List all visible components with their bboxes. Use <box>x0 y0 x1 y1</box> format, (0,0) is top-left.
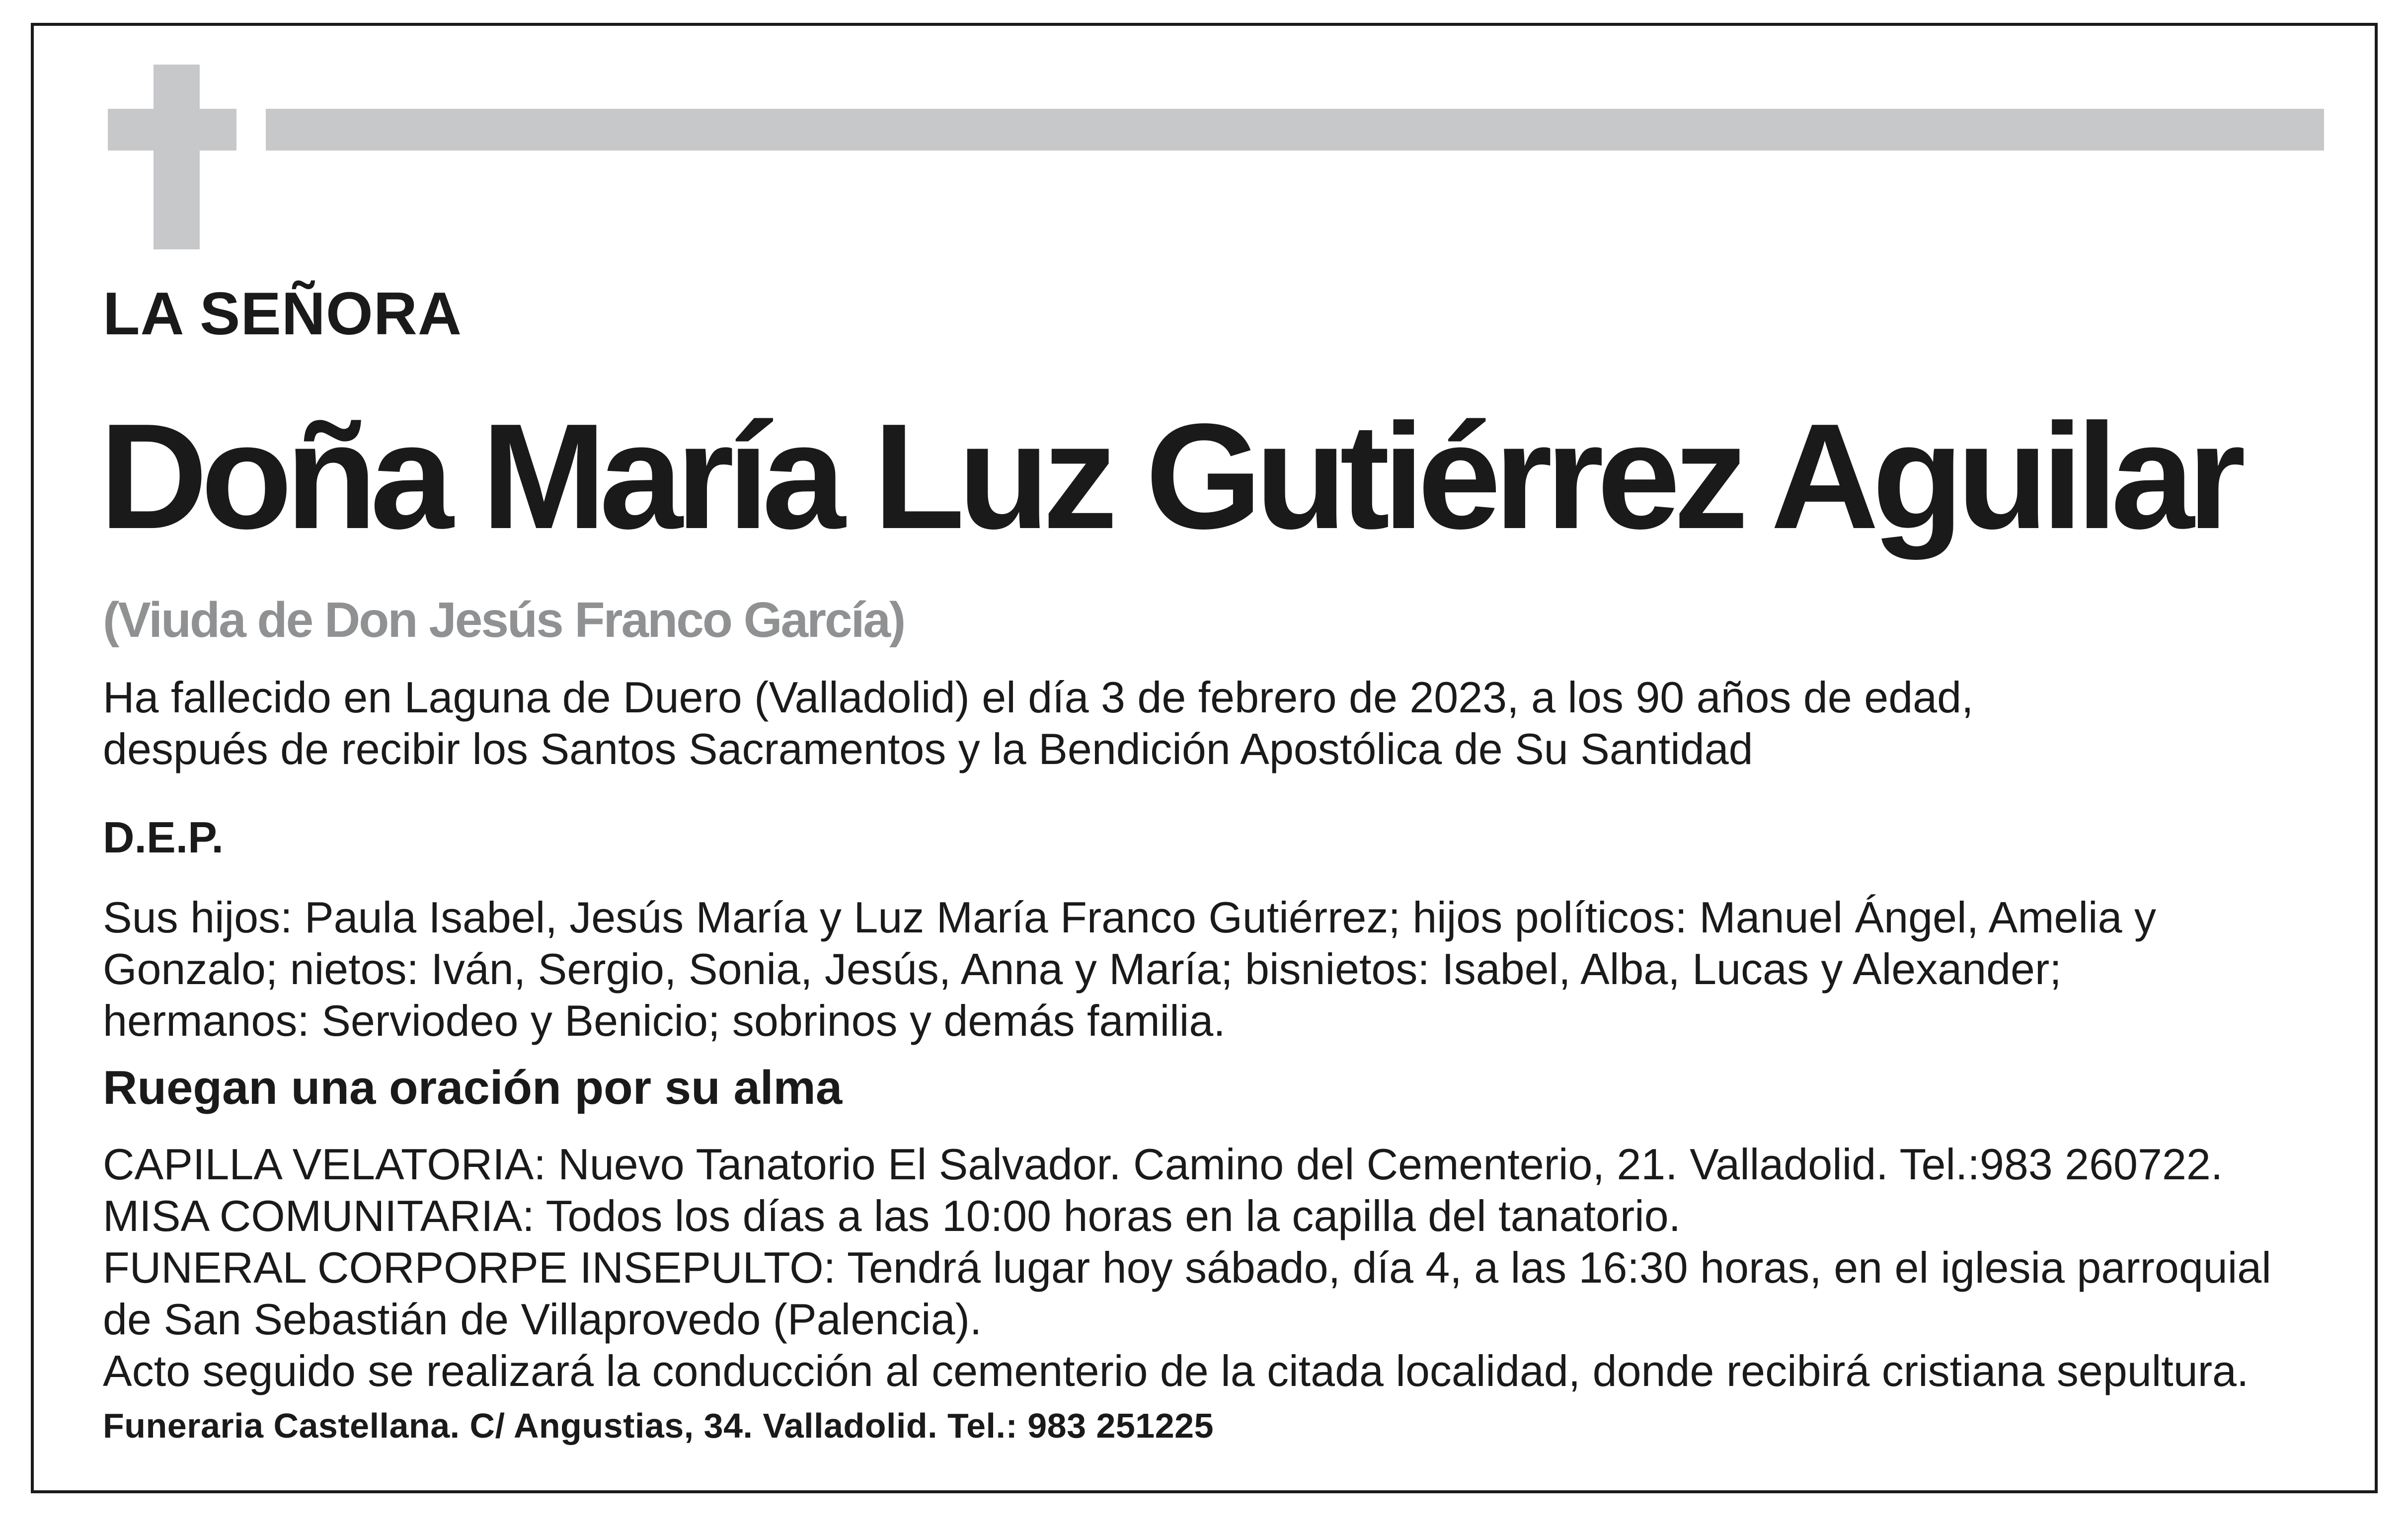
family-line: Gonzalo; nietos: Iván, Sergio, Sonia, Jesús, Anna y María; bisnietos: Isabel, Alba, Lucas y Alexander; <box>103 944 2062 994</box>
deceased-name: Doña María Luz Gutiérrez Aguilar <box>99 392 2239 560</box>
service-line: FUNERAL CORPORPE INSEPULTO: Tendrá lugar hoy sábado, día 4, a las 16:30 horas, en el iglesia parroquial <box>103 1243 2271 1292</box>
family-line: hermanos: Serviodeo y Benicio; sobrinos y demás familia. <box>103 996 1226 1045</box>
dep-label: D.E.P. <box>103 813 224 862</box>
service-line: Acto seguido se realizará la conducción al cementerio de la citada localidad, donde recibirá cristiana sepultura. <box>103 1346 2249 1395</box>
service-line: CAPILLA VELATORIA: Nuevo Tanatorio El Salvador. Camino del Cementerio, 21. Valladolid. Tel.:983 260722. <box>103 1140 2223 1189</box>
announcement-line: Ha fallecido en Laguna de Duero (Valladolid) el día 3 de febrero de 2023, a los 90 años de edad, <box>103 673 1974 722</box>
cross-icon-horizontal-bar <box>108 109 236 151</box>
title-label: LA SEÑORA <box>103 280 462 347</box>
header-divider-bar <box>266 109 2324 151</box>
widow-note: (Viuda de Don Jesús Franco García) <box>103 592 905 648</box>
service-details <box>103 1139 2271 1397</box>
family-list <box>103 892 2156 1047</box>
prayer-request: Ruegan una oración por su alma <box>103 1061 843 1114</box>
service-line: MISA COMUNITARIA: Todos los días a las 10:00 horas en la capilla del tanatorio. <box>103 1191 1681 1240</box>
funeral-home-footer: Funeraria Castellana. C/ Angustias, 34. Valladolid. Tel.: 983 251225 <box>103 1406 1214 1445</box>
announcement-line: después de recibir los Santos Sacramentos y la Bendición Apostólica de Su Santidad <box>103 724 1753 773</box>
cross-icon-vertical-bar <box>154 65 200 249</box>
death-announcement <box>103 672 1973 775</box>
family-line: Sus hijos: Paula Isabel, Jesús María y Luz María Franco Gutiérrez; hijos políticos: Manuel Ángel, Amelia y <box>103 893 2156 942</box>
service-line: de San Sebastián de Villaprovedo (Palencia). <box>103 1295 982 1344</box>
